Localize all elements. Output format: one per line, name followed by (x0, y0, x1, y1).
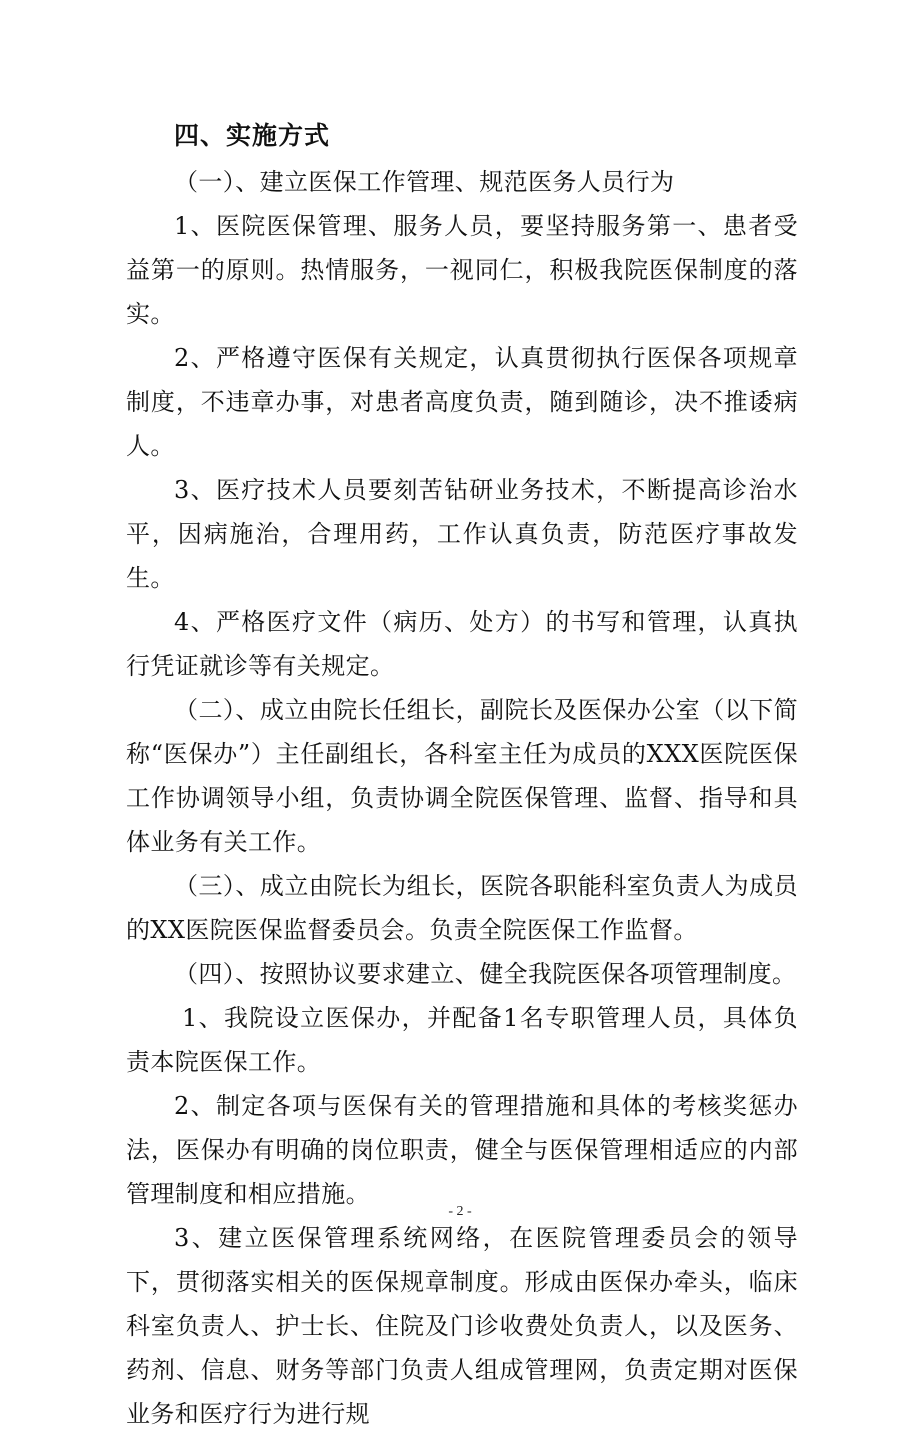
page-number: - 2 - (448, 1204, 472, 1219)
paragraph-item-4: 4、严格医疗文件（病历、处方）的书写和管理，认真执行凭证就诊等有关规定。 (126, 608, 798, 680)
paragraph-section-4: （四）、按照协议要求建立、健全我院医保各项管理制度。 (174, 960, 797, 988)
paragraph-subitem-1: 1、我院设立医保办，并配备1名专职管理人员，具体负责本院医保工作。 (126, 1004, 798, 1076)
paragraph-section-2: （二）、成立由院长任组长，副院长及医保办公室（以下简称“医保办”）主任副组长，各科室主任为成员的XXX医院医保工作协调领导小组，负责协调全院医保管理、监督、指导和具体业务有关工作。 (126, 696, 798, 856)
section-heading: 四、实施方式 (174, 121, 331, 150)
document-body (126, 116, 798, 1436)
paragraph-item-1: 1、医院医保管理、服务人员，要坚持服务第一、患者受益第一的原则。热情服务，一视同仁，积极我院医保制度的落实。 (126, 212, 798, 328)
paragraph-item-2: 2、严格遵守医保有关规定，认真贯彻执行医保各项规章制度，不违章办事，对患者高度负责，随到随诊，决不推诿病人。 (126, 344, 798, 460)
paragraph-subitem-2: 2、制定各项与医保有关的管理措施和具体的考核奖惩办法，医保办有明确的岗位职责，健全与医保管理相适应的内部管理制度和相应措施。 (126, 1092, 798, 1208)
paragraph-section-3: （三）、成立由院长为组长，医院各职能科室负责人为成员的XX医院医保监督委员会。负责全院医保工作监督。 (126, 872, 798, 944)
paragraph-subitem-3: 3、建立医保管理系统网络，在医院管理委员会的领导下，贯彻落实相关的医保规章制度。形成由医保办牵头，临床科室负责人、护士长、住院及门诊收费处负责人，以及医务、药剂、信息、财务等部门负责人组成管理网，负责定期对医保业务和医疗行为进行规 (126, 1224, 798, 1428)
paragraph-item-3: 3、医疗技术人员要刻苦钻研业务技术，不断提高诊治水平，因病施治，合理用药，工作认真负责，防范医疗事故发生。 (126, 476, 798, 592)
paragraph-section-1: （一）、建立医保工作管理、规范医务人员行为 (174, 168, 675, 196)
